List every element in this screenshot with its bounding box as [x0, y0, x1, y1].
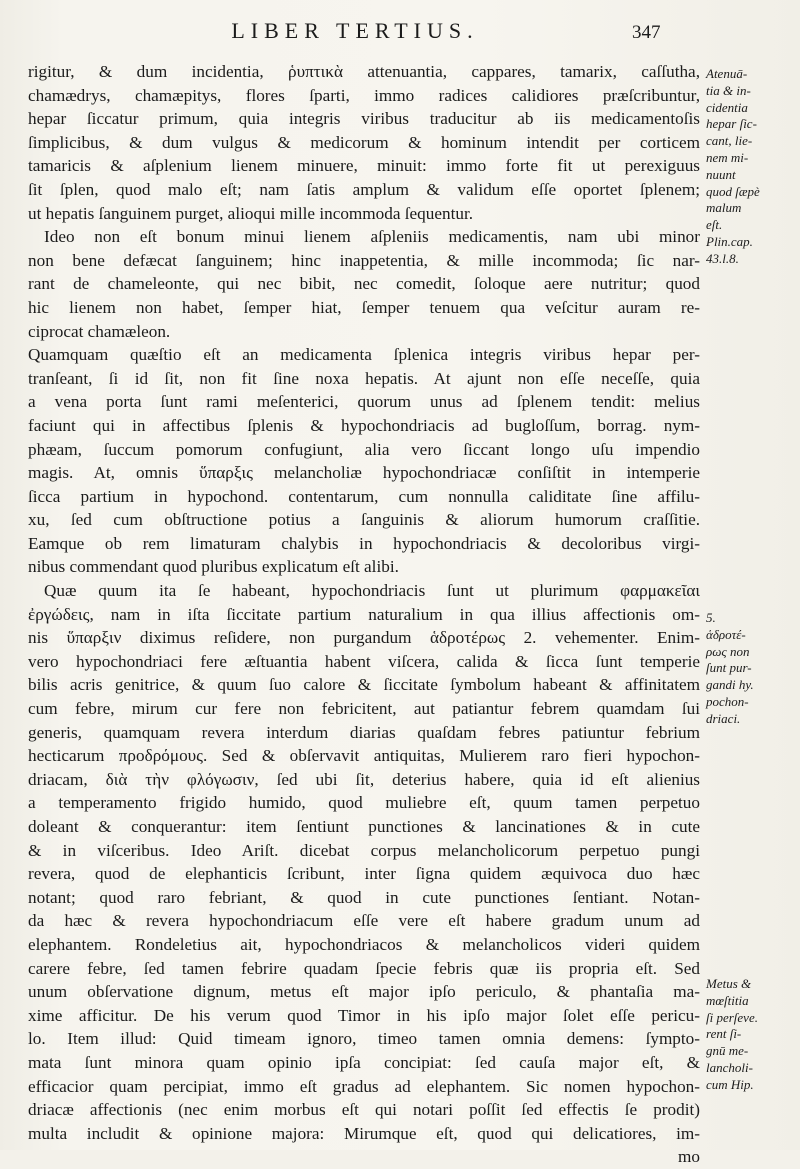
text-line: ſit ſplen, quod malo eſt; nam ſatis amplum & validum eſſe oportet ſplenem;: [28, 179, 700, 199]
text-line: rigitur, & dum incidentia, ῥυπτικὰ attenuantia, cappares, tamarix, caſſutha,: [28, 62, 700, 81]
text-line: & in viſceribus. Ideo Ariſt. dicebat corpus melancholicorum perpetuo pungi: [28, 840, 700, 860]
text-line: ἐργώδεις, nam in iſta ſiccitate partium naturalium in qua illius affectionis om-: [28, 604, 700, 624]
margin-note-line: cant, lie-: [706, 133, 753, 149]
paragraph: [28, 579, 700, 1169]
margin-note-line: ſunt pur-: [706, 660, 752, 676]
catchword: mo: [678, 1147, 700, 1167]
margin-note-line: quod ſæpè: [706, 183, 760, 199]
text-line: lo. Item illud: Quid timeam ignoro, timeo tamen omnia demens: ſympto-: [28, 1029, 700, 1049]
text-line: hepar ſiccatur primum, quia integris viribus traducitur ab iis medicamentoſis: [28, 109, 700, 129]
margin-note-line: hepar ſic-: [706, 116, 757, 132]
margin-note-line: cum Hip.: [706, 1076, 754, 1092]
text-line: Ideo non eſt bonum minui lienem aſpleniis medicamentis, nam ubi minor: [44, 227, 700, 247]
margin-note-line: driaci.: [706, 710, 741, 726]
margin-note-line: cidentia: [706, 99, 748, 115]
text-line: Eamque ob rem limaturam chalybis in hypochondriacis & decoloribus virgi-: [28, 533, 700, 553]
text-line: nis ὕπαρξιν diximus reſidere, non purgandum ἁδροτέρως 2. vehementer. Enim-: [28, 628, 700, 648]
text-line: ſicca partium in hypochond. contentarum, cum nonnulla caliditate ſine affilu-: [28, 486, 700, 506]
margin-note-line: ἁδροτέ-: [706, 626, 746, 642]
text-line: hic lienem non habet, ſemper hiat, ſemper tenuem qua veſcitur auram re-: [28, 297, 700, 317]
text-line: a vena porta ſunt rami meſenterici, quorum unus ad ſplenem tendit: melius: [28, 392, 700, 412]
text-line: hecticarum προδρόμους. Sed & obſervavit antiquitas, Mulierem raro fieri hypochon-: [28, 746, 700, 766]
text-line: carere febre, ſed tamen febrire quadam ſpecie febris quæ iis propria eſt. Sed: [28, 958, 700, 978]
text-line: ciprocat chamæleon.: [28, 321, 171, 341]
text-line: xime afficitur. De his verum quod Timor in his ipſo major ſolet eſſe pericu-: [28, 1005, 700, 1025]
main-text-column: [28, 60, 700, 1169]
text-line: efficacior quam percipiat, immo eſt gradus ad elephantem. Sic nomen hypochon-: [28, 1076, 700, 1096]
margin-note-line: mœſtitia: [706, 992, 749, 1008]
text-line: bilis acris genitrice, & quum ſuo calore & ſiccitate ſymbolum habeant & affinitatem: [28, 675, 700, 695]
margin-note-line: ρως non: [706, 643, 750, 659]
margin-note-line: tia & in-: [706, 82, 751, 98]
text-line: revera, quod de elephanticis ſcribunt, inter ſigna quidem æquivoca duo hæc: [28, 864, 700, 884]
paragraph: [28, 225, 700, 343]
text-line: generis, quamquam revera interdum diarias quaſdam febres patiuntur febrium: [28, 722, 700, 742]
text-line: chamædrys, chamæpitys, flores ſparti, immo radices calidiores præſcribuntur,: [28, 85, 700, 105]
text-line: driacam, διὰ τὴν φλόγωσιν, ſed ubi ſit, deterius habere, quia id eſt alienius: [28, 769, 700, 789]
margin-note-line: nuunt: [706, 166, 736, 182]
text-line: unum obſervatione dignum, metus eſt major ipſo periculo, & phantaſia ma-: [28, 982, 700, 1002]
margin-note-line: Plin.cap.: [706, 233, 753, 249]
margin-note-line: 5.: [706, 610, 716, 625]
text-line: a temperamento frigido humido, quod muliebre eſt, quum tamen perpetuo: [28, 793, 700, 813]
margin-note-line: eſt.: [706, 217, 723, 233]
text-line: non bene defæcat ſanguinem; hinc inappetentia, & mille incommoda; ſic nar-: [28, 250, 700, 270]
margin-note-line: malum: [706, 200, 742, 216]
text-line: tranſeant, ſi id ſit, non fit ſine noxa hepatis. At ajunt non eſſe neceſſe, quia: [28, 368, 700, 388]
margin-note-line: 43.l.8.: [706, 250, 739, 266]
text-line: notant; quod raro febriant, & quod in cute punctiones ſentiant. Notan-: [28, 887, 700, 907]
margin-note-line: ſi perſeve.: [706, 1009, 758, 1025]
margin-note-line: gandi hy.: [706, 677, 754, 693]
text-line: ut hepatis ſanguinem purget, alioqui mille incommoda ſequentur.: [28, 203, 474, 223]
text-line: xu, ſed cum obſtructione potius a ſanguinis & aliorum humorum craſſitie.: [28, 510, 700, 530]
margin-note-line: pochon-: [706, 693, 749, 709]
paragraph: [28, 60, 700, 225]
margin-note-line: nem mi-: [706, 149, 749, 165]
text-line: rant de chameleonte, qui nec bibit, nec comedit, ſoloque aere nutritur; quod: [28, 274, 700, 294]
text-line: doleant & conquerantur: item ſentiunt punctiones & lancinationes & in cute: [28, 817, 700, 836]
margin-note-line: lancholi-: [706, 1059, 753, 1075]
text-line: magis. At, omnis ὕπαρξις melancholiæ hypochondriacæ conſiſtit in intemperie: [28, 463, 700, 483]
text-line: nibus commendant quod pluribus explicatum eſt alibi.: [28, 557, 399, 577]
text-line: phæam, ſuccum pomorum confugiunt, alia vero ſiccant longo uſu impendio: [28, 439, 700, 459]
margin-note-line: Metus &: [706, 976, 752, 991]
text-line: Quamquam quæſtio eſt an medicamenta ſplenica integris viribus hepar per-: [28, 345, 700, 365]
text-line: mata ſunt minora quam opinio ipſa concipiat: ſed cauſa major eſt, &: [28, 1052, 700, 1072]
margin-note-line: gnū me-: [706, 1043, 749, 1059]
margin-note-line: Atenuā-: [706, 66, 748, 81]
text-line: Quæ quum ita ſe habeant, hypochondriacis ſunt ut plurimum φαρμακεῖαι: [44, 581, 700, 601]
text-line: cum febre, mirum cur fere non febricitent, aut patiantur febrem quamdam ſui: [28, 699, 700, 719]
margin-note: [706, 66, 798, 268]
text-line: ſimplicibus, & dum vulgus & medicorum & hominum intendit per corticem: [28, 132, 700, 152]
text-line: tamaricis & aſplenium lienem minuere, minuit: immo forte fit ut perexiguus: [28, 156, 700, 176]
text-line: multa includit & opinione majora: Mirumque eſt, quod qui delicatiores, im-: [28, 1123, 700, 1143]
text-line: da hæc & revera hypochondriacum eſſe vere eſt habere gradum unum ad: [28, 911, 700, 931]
text-line: faciunt qui in affectibus ſplenis & hypochondriacis ad bugloſſum, borrag. nym-: [28, 415, 700, 435]
text-line: vero hypochondriaci fere æſtuantia habent viſcera, calida & ſicca ſunt temperie: [28, 651, 700, 671]
margin-note: [706, 976, 798, 1094]
paragraph: [28, 343, 700, 579]
page-number: 347: [632, 22, 661, 43]
text-line: driacæ affectionis (nec enim morbus eſt qui notari poſſit ſed effectis ſe prodit): [28, 1100, 700, 1120]
margin-note-line: rent ſi-: [706, 1026, 742, 1042]
margin-note: [706, 610, 798, 728]
text-line: elephantem. Rondeletius ait, hypochondriacos & melancholicos videri quidem: [28, 934, 700, 954]
running-head: LIBER TERTIUS.: [231, 18, 479, 43]
